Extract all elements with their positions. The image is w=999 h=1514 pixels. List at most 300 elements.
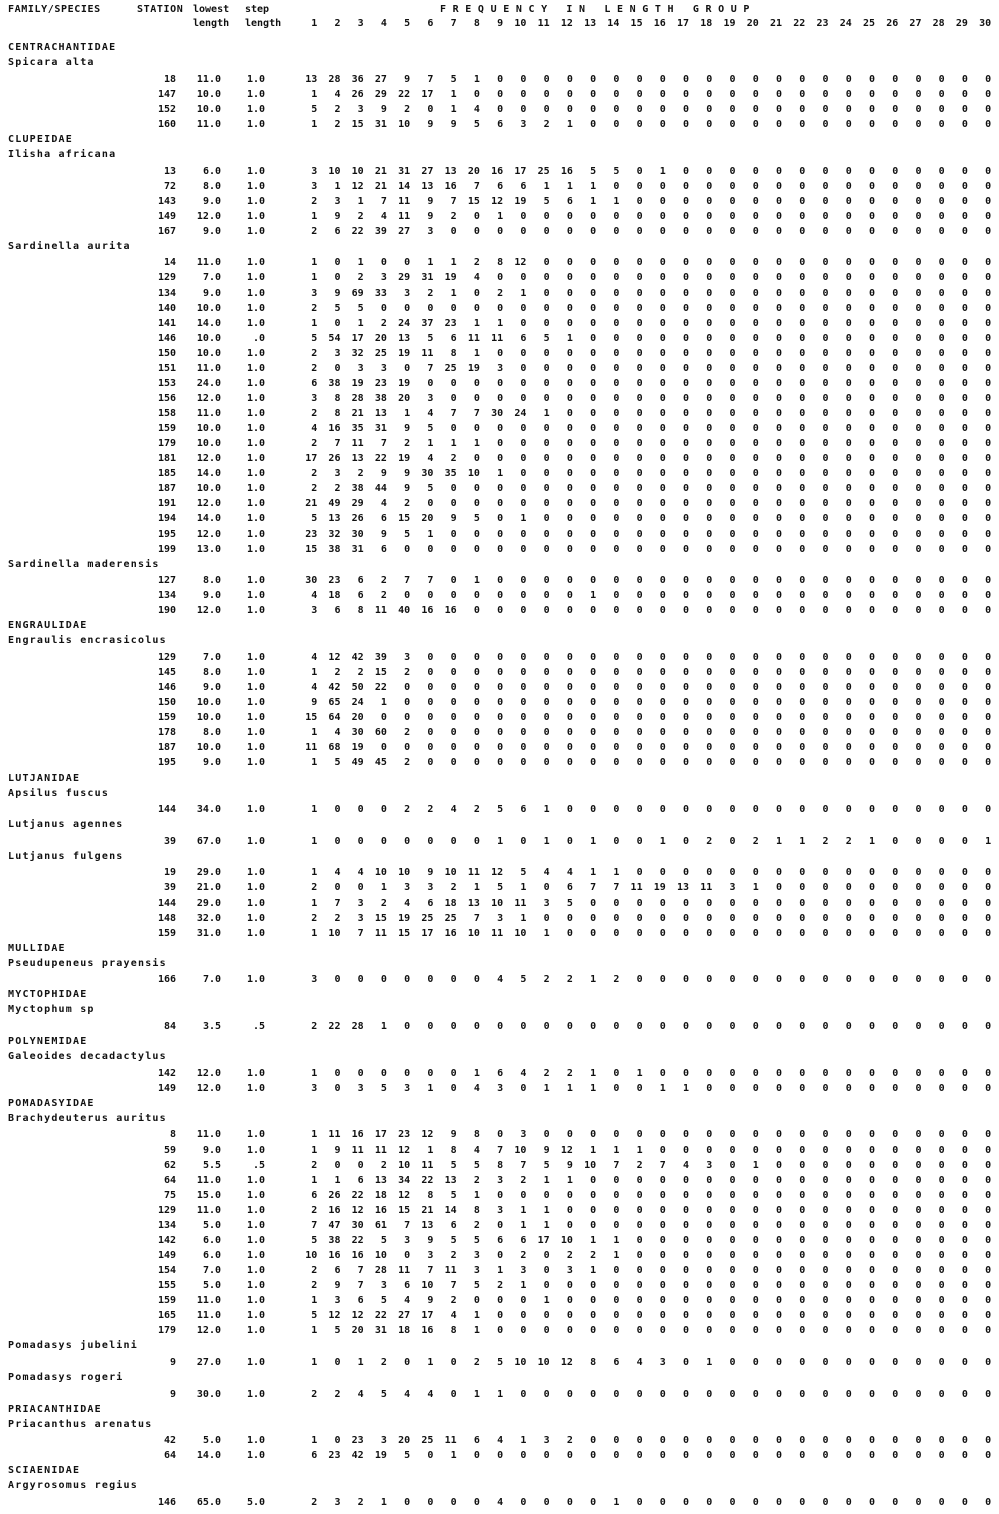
frequency-cell: 4 (497, 1435, 504, 1447)
frequency-cell: 0 (729, 118, 736, 130)
frequency-cell: 42 (351, 1450, 364, 1462)
frequency-cell: 0 (892, 272, 899, 284)
frequency-cell: 0 (892, 1496, 899, 1508)
frequency-cell: 0 (683, 667, 690, 679)
step-length-cell: 1.0 (246, 272, 265, 284)
frequency-cell: 4 (566, 867, 573, 879)
table-row (0, 680, 999, 695)
frequency-cell: 17 (514, 165, 527, 177)
frequency-cell: 0 (845, 1310, 852, 1322)
frequency-cell: 0 (659, 897, 666, 909)
frequency-cell: 0 (915, 498, 922, 510)
frequency-cell: 0 (636, 575, 643, 587)
frequency-cell: 0 (799, 513, 806, 525)
frequency-cell: 0 (613, 73, 620, 85)
frequency-cell: 1 (311, 1435, 318, 1447)
frequency-cell: 0 (845, 804, 852, 816)
step-length-cell: 1.0 (246, 408, 265, 419)
lowest-length-cell: 12.0 (196, 1082, 221, 1094)
frequency-cell: 0 (799, 272, 806, 284)
frequency-cell: 0 (520, 498, 527, 510)
frequency-cell: 0 (776, 1310, 783, 1322)
frequency-cell: 0 (845, 103, 852, 115)
frequency-cell: 0 (799, 103, 806, 115)
length-group-label: 28 (932, 18, 945, 29)
frequency-cell: 2 (311, 438, 318, 450)
frequency-cell: 0 (985, 103, 992, 115)
frequency-cell: 0 (450, 1067, 457, 1079)
frequency-cell: 0 (845, 377, 852, 389)
frequency-cell: 0 (659, 757, 666, 769)
frequency-cell: 0 (543, 1021, 550, 1032)
frequency-cell: 0 (497, 272, 504, 284)
frequency-cell: 0 (543, 590, 550, 602)
frequency-cell: 2 (334, 1388, 341, 1400)
frequency-cell: 0 (613, 483, 620, 495)
frequency-cell: 0 (706, 1204, 713, 1216)
frequency-cell: 47 (328, 1219, 341, 1231)
frequency-cell: 0 (706, 513, 713, 525)
step-length-cell: 1.0 (246, 667, 265, 679)
frequency-cell: 2 (566, 1435, 573, 1447)
frequency-cell: 1 (590, 1144, 597, 1156)
frequency-cell: 22 (351, 1189, 364, 1201)
frequency-cell: 2 (311, 882, 318, 894)
frequency-cell: 2 (311, 1496, 318, 1508)
frequency-cell: 0 (683, 897, 690, 909)
frequency-cell: 9 (450, 1129, 457, 1141)
frequency-cell: 0 (334, 882, 341, 894)
frequency-cell: 0 (473, 652, 480, 663)
frequency-cell: 3 (473, 1249, 480, 1261)
frequency-cell: 0 (566, 257, 573, 269)
frequency-cell: 0 (915, 682, 922, 694)
frequency-cell: 3 (311, 165, 318, 177)
frequency-cell: 0 (799, 1159, 806, 1171)
step-length-cell: 1.0 (246, 225, 265, 237)
frequency-cell: 13 (421, 180, 434, 192)
frequency-cell: 0 (729, 165, 736, 177)
frequency-cell: 2 (752, 835, 759, 847)
frequency-cell: 0 (543, 1129, 550, 1141)
frequency-cell: 0 (590, 804, 597, 816)
frequency-cell: 0 (752, 513, 759, 525)
frequency-cell: 0 (752, 468, 759, 480)
frequency-cell: 23 (374, 377, 387, 389)
station-cell: 179 (157, 1325, 176, 1337)
frequency-cell: 0 (659, 1189, 666, 1201)
frequency-cell: 7 (357, 1280, 364, 1292)
frequency-cell: 0 (985, 195, 992, 207)
frequency-cell: 0 (799, 1325, 806, 1337)
frequency-cell: 0 (659, 667, 666, 679)
frequency-cell: 2 (473, 1219, 480, 1231)
family-row (0, 1096, 999, 1111)
lowest-length-cell: 10.0 (196, 302, 221, 314)
frequency-cell: 0 (659, 392, 666, 404)
frequency-cell: 2 (380, 317, 387, 329)
frequency-cell: 0 (938, 302, 945, 314)
frequency-cell: 0 (520, 362, 527, 374)
frequency-cell: 6 (566, 882, 573, 894)
frequency-cell: 0 (706, 453, 713, 465)
frequency-cell: 0 (473, 682, 480, 694)
frequency-cell: 0 (938, 1144, 945, 1156)
frequency-cell: 29 (398, 272, 411, 284)
frequency-cell: 0 (683, 804, 690, 816)
frequency-cell: 0 (799, 408, 806, 419)
frequency-cell: 0 (938, 897, 945, 909)
step-length-cell: 1.0 (246, 1219, 265, 1231)
frequency-cell: 0 (613, 605, 620, 617)
frequency-cell: 5 (380, 1082, 387, 1094)
frequency-cell: 16 (328, 1249, 341, 1261)
frequency-cell: 0 (892, 438, 899, 450)
table-row (0, 1233, 999, 1248)
frequency-cell: 11 (630, 882, 643, 894)
frequency-cell: 0 (776, 804, 783, 816)
station-cell: 129 (157, 272, 176, 284)
frequency-cell: 0 (915, 1144, 922, 1156)
frequency-cell: 17 (421, 927, 434, 939)
frequency-cell: 15 (398, 927, 411, 939)
species-name: Priacanthus arenatus (8, 1418, 153, 1430)
frequency-cell: 0 (636, 195, 643, 207)
frequency-cell: 0 (752, 575, 759, 587)
frequency-cell: 2 (543, 1067, 550, 1079)
frequency-cell: 0 (613, 804, 620, 816)
frequency-cell: 6 (450, 1219, 457, 1231)
frequency-cell: 0 (915, 652, 922, 663)
species-name: Sardinella aurita (8, 240, 131, 252)
frequency-cell: 0 (822, 438, 829, 450)
frequency-cell: 9 (450, 513, 457, 525)
frequency-cell: 0 (985, 1067, 992, 1079)
frequency-cell: 0 (845, 1204, 852, 1216)
frequency-cell: 0 (915, 1082, 922, 1094)
frequency-cell: 28 (351, 1021, 364, 1032)
frequency-cell: 1 (497, 317, 504, 329)
frequency-cell: 0 (590, 1174, 597, 1186)
frequency-cell: 5 (450, 1159, 457, 1171)
frequency-cell: 0 (985, 513, 992, 525)
frequency-cell: 12 (560, 1144, 573, 1156)
frequency-cell: 0 (334, 1435, 341, 1447)
frequency-cell: 0 (799, 1265, 806, 1276)
frequency-cell: 0 (961, 408, 968, 419)
frequency-cell: 0 (636, 528, 643, 540)
frequency-cell: 0 (706, 347, 713, 359)
frequency-title: F R E Q U E N C Y I N L E N G T H G R O U P (440, 4, 750, 15)
frequency-cell: 0 (473, 377, 480, 389)
frequency-cell: 0 (961, 1265, 968, 1276)
frequency-cell: 12 (514, 257, 527, 269)
frequency-cell: 0 (729, 1159, 736, 1171)
frequency-cell: 0 (892, 1325, 899, 1337)
frequency-cell: 0 (427, 652, 434, 663)
frequency-cell: 0 (776, 1356, 783, 1368)
table-row (0, 1278, 999, 1293)
frequency-cell: 0 (729, 1234, 736, 1246)
frequency-cell: 0 (590, 453, 597, 465)
frequency-cell: 0 (636, 867, 643, 879)
frequency-cell: 0 (845, 1496, 852, 1508)
frequency-cell: 0 (706, 927, 713, 939)
frequency-cell: 3 (357, 912, 364, 924)
frequency-cell: 0 (683, 513, 690, 525)
frequency-cell: 2 (357, 210, 364, 222)
frequency-cell: 0 (892, 180, 899, 192)
frequency-cell: 0 (404, 742, 411, 754)
frequency-cell: 1 (357, 317, 364, 329)
frequency-cell: 0 (729, 528, 736, 540)
frequency-cell: 0 (613, 272, 620, 284)
frequency-cell: 0 (334, 1082, 341, 1094)
station-cell: 153 (157, 377, 176, 389)
frequency-cell: 0 (868, 1082, 875, 1094)
lowest-length-cell: 12.0 (196, 392, 221, 404)
frequency-cell: 0 (729, 1325, 736, 1337)
frequency-cell: 3 (520, 1265, 527, 1276)
frequency-cell: 0 (985, 1189, 992, 1201)
frequency-cell: 0 (822, 757, 829, 769)
frequency-cell: 0 (776, 392, 783, 404)
frequency-cell: 2 (311, 483, 318, 495)
frequency-cell: 0 (938, 682, 945, 694)
frequency-cell: 8 (450, 347, 457, 359)
frequency-cell: 23 (328, 1450, 341, 1462)
frequency-cell: 1 (357, 1356, 364, 1368)
frequency-cell: 0 (961, 528, 968, 540)
frequency-cell: 0 (868, 757, 875, 769)
table-row (0, 710, 999, 725)
frequency-cell: 1 (311, 1295, 318, 1307)
frequency-cell: 10 (351, 165, 364, 177)
frequency-cell: 19 (351, 742, 364, 754)
frequency-cell: 0 (636, 272, 643, 284)
frequency-cell: 0 (566, 453, 573, 465)
frequency-cell: 2 (473, 257, 480, 269)
frequency-cell: 0 (683, 210, 690, 222)
frequency-cell: 0 (752, 103, 759, 115)
frequency-cell: 0 (590, 912, 597, 924)
frequency-cell: 0 (822, 667, 829, 679)
frequency-cell: 0 (566, 377, 573, 389)
frequency-cell: 0 (729, 667, 736, 679)
frequency-cell: 0 (520, 317, 527, 329)
frequency-cell: 0 (520, 1388, 527, 1400)
frequency-cell: 4 (543, 867, 550, 879)
frequency-cell: 0 (892, 1388, 899, 1400)
frequency-cell: 0 (566, 835, 573, 847)
table-row (0, 72, 999, 87)
family-name: MYCTOPHIDAE (8, 989, 88, 1001)
frequency-cell: 0 (729, 513, 736, 525)
frequency-cell: 12 (328, 652, 341, 663)
frequency-cell: 0 (985, 73, 992, 85)
station-cell: 84 (163, 1021, 176, 1032)
frequency-cell: 3 (380, 1435, 387, 1447)
frequency-cell: 0 (729, 1204, 736, 1216)
frequency-cell: 0 (938, 1082, 945, 1094)
frequency-cell: 18 (374, 1189, 387, 1201)
frequency-cell: 0 (659, 332, 666, 344)
frequency-cell: 2 (520, 1174, 527, 1186)
frequency-cell: 44 (374, 483, 387, 495)
frequency-cell: 0 (938, 590, 945, 602)
frequency-cell: 1 (450, 257, 457, 269)
frequency-cell: 0 (473, 835, 480, 847)
frequency-cell: 0 (473, 1021, 480, 1032)
frequency-cell: 11 (700, 882, 713, 894)
frequency-cell: 0 (985, 1234, 992, 1246)
frequency-cell: 1 (473, 575, 480, 587)
frequency-cell: 0 (590, 528, 597, 540)
frequency-cell: 35 (444, 468, 457, 480)
frequency-cell: 0 (659, 912, 666, 924)
frequency-cell: 0 (822, 1204, 829, 1216)
species-row (0, 1049, 999, 1064)
frequency-cell: 3 (357, 103, 364, 115)
frequency-cell: 1 (334, 1174, 341, 1186)
frequency-cell: 0 (543, 667, 550, 679)
frequency-cell: 0 (776, 543, 783, 555)
frequency-cell: 0 (543, 575, 550, 587)
frequency-cell: 0 (938, 287, 945, 299)
frequency-cell: 0 (799, 483, 806, 495)
table-row (0, 1495, 999, 1510)
frequency-cell: 0 (683, 1310, 690, 1322)
frequency-cell: 0 (590, 742, 597, 754)
frequency-cell: 2 (706, 835, 713, 847)
species-row (0, 147, 999, 162)
frequency-cell: 0 (543, 362, 550, 374)
frequency-cell: 1 (311, 1356, 318, 1368)
frequency-cell: 0 (659, 543, 666, 555)
lowest-length-cell: 11.0 (196, 257, 221, 269)
frequency-cell: 0 (729, 1067, 736, 1079)
frequency-cell: 42 (351, 652, 364, 663)
frequency-cell: 0 (683, 835, 690, 847)
frequency-cell: 0 (822, 165, 829, 177)
step-length-cell: 1.0 (246, 180, 265, 192)
frequency-cell: 3 (311, 605, 318, 617)
frequency-cell: 0 (845, 667, 852, 679)
frequency-cell: 1 (311, 257, 318, 269)
frequency-cell: 2 (473, 1174, 480, 1186)
frequency-cell: 0 (915, 1295, 922, 1307)
frequency-cell: 0 (636, 742, 643, 754)
frequency-cell: 1 (450, 287, 457, 299)
length-group-label: 4 (380, 18, 387, 29)
frequency-cell: 3 (566, 1265, 573, 1276)
table-row (0, 926, 999, 941)
frequency-cell: 0 (752, 528, 759, 540)
frequency-cell: 0 (892, 257, 899, 269)
frequency-cell: 0 (636, 180, 643, 192)
station-cell: 64 (163, 1450, 176, 1462)
frequency-cell: 0 (752, 423, 759, 435)
frequency-cell: 0 (892, 867, 899, 879)
frequency-cell: 0 (590, 1388, 597, 1400)
frequency-cell: 0 (473, 667, 480, 679)
table-row (0, 880, 999, 895)
frequency-cell: 0 (845, 757, 852, 769)
frequency-cell: 0 (683, 88, 690, 100)
frequency-cell: 0 (822, 927, 829, 939)
frequency-cell: 0 (566, 1219, 573, 1231)
frequency-cell: 0 (683, 727, 690, 739)
frequency-cell: 0 (845, 1265, 852, 1276)
frequency-cell: 0 (892, 195, 899, 207)
frequency-cell: 0 (915, 1174, 922, 1186)
frequency-cell: 4 (473, 1082, 480, 1094)
frequency-cell: 0 (892, 468, 899, 480)
lowest-length-cell: 31.0 (196, 927, 221, 939)
frequency-cell: 0 (543, 1265, 550, 1276)
frequency-cell: 0 (520, 1450, 527, 1462)
family-name: POMADASYIDAE (8, 1097, 95, 1109)
frequency-cell: 29 (351, 498, 364, 510)
frequency-cell: 0 (752, 974, 759, 986)
frequency-cell: 30 (351, 528, 364, 540)
frequency-cell: 0 (845, 73, 852, 85)
frequency-cell: 6 (473, 1435, 480, 1447)
frequency-cell: 0 (706, 362, 713, 374)
frequency-cell: 6 (357, 1295, 364, 1307)
frequency-cell: 5 (497, 882, 504, 894)
frequency-cell: 0 (520, 697, 527, 709)
frequency-cell: 0 (613, 468, 620, 480)
lowest-length-cell: 5.0 (202, 1280, 221, 1292)
station-cell: 134 (157, 287, 176, 299)
frequency-cell: 10 (467, 468, 480, 480)
table-row (0, 391, 999, 406)
frequency-cell: 6 (334, 605, 341, 617)
step-length-cell: 1.0 (246, 652, 265, 663)
frequency-cell: 0 (845, 362, 852, 374)
frequency-cell: 0 (892, 88, 899, 100)
frequency-cell: 0 (892, 73, 899, 85)
frequency-cell: 2 (334, 118, 341, 130)
frequency-cell: 0 (636, 1388, 643, 1400)
frequency-cell: 0 (822, 1021, 829, 1032)
table-row (0, 346, 999, 361)
frequency-cell: 21 (351, 408, 364, 419)
frequency-cell: 0 (566, 804, 573, 816)
frequency-cell: 0 (520, 210, 527, 222)
step-length-cell: 5.0 (246, 1496, 265, 1508)
frequency-cell: 1 (613, 867, 620, 879)
frequency-cell: 0 (776, 468, 783, 480)
frequency-cell: 1 (404, 408, 411, 419)
family-row (0, 1402, 999, 1417)
frequency-cell: 0 (915, 712, 922, 724)
frequency-cell: 0 (543, 287, 550, 299)
frequency-cell: 0 (822, 804, 829, 816)
frequency-cell: 10 (374, 1249, 387, 1261)
frequency-cell: 0 (752, 1021, 759, 1032)
frequency-cell: 0 (543, 652, 550, 663)
frequency-cell: 1 (311, 1129, 318, 1141)
frequency-cell: 0 (613, 757, 620, 769)
frequency-cell: 25 (421, 912, 434, 924)
frequency-cell: 0 (566, 590, 573, 602)
frequency-cell: 0 (659, 88, 666, 100)
frequency-cell: 1 (357, 257, 364, 269)
frequency-cell: 38 (351, 483, 364, 495)
frequency-cell: 0 (799, 118, 806, 130)
